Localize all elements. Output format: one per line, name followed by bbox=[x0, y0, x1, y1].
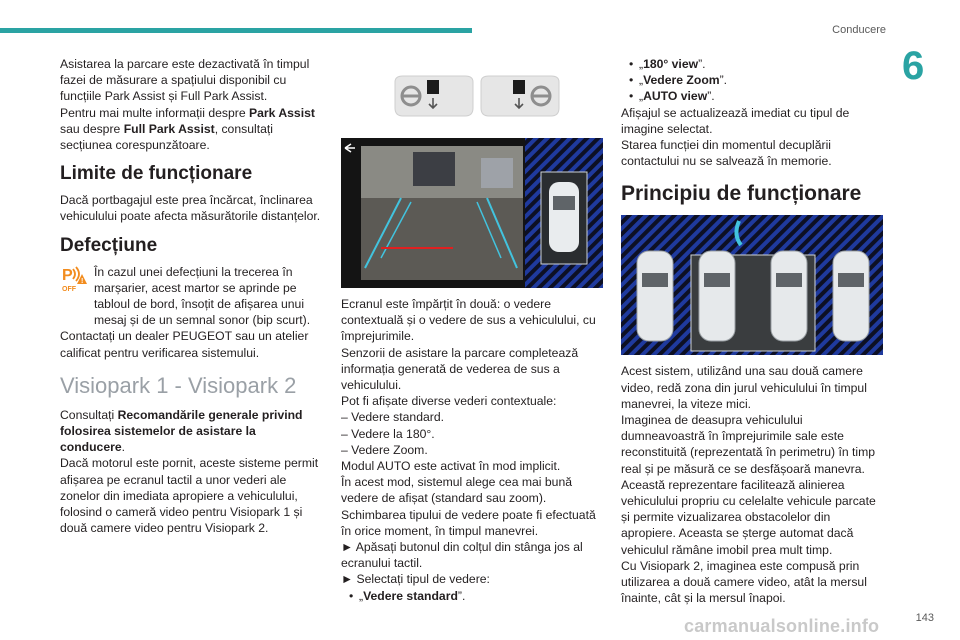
paragraph: Senzorii de asistare la parcare completează informația generată de vederea de sus a vehiculului. bbox=[341, 345, 579, 393]
paragraph: Acest sistem, utilizând una sau două camere video, redă zona din jurul vehiculului în timpul manevrei, la viteze mici. bbox=[621, 364, 867, 411]
watermark: carmanualsonline.info bbox=[684, 616, 880, 636]
paragraph: Modul AUTO este activat în mod implicit. bbox=[341, 459, 561, 474]
heading-principle: Principiu de funcționare bbox=[621, 182, 862, 206]
view-type-list-continued bbox=[621, 56, 883, 105]
svg-text:P: P bbox=[62, 266, 73, 284]
paragraph: Dacă portbagajul este prea încărcat, înclinarea vehiculului poate afecta măsurătorile distanțelor. bbox=[60, 193, 321, 224]
heading-limits: Limite de funcționare bbox=[60, 163, 253, 185]
paragraph: Schimbarea tipului de vedere poate fi efectuată în orice moment, în timpul manevrei. bbox=[341, 507, 596, 538]
view-mode-left-icon bbox=[391, 74, 477, 118]
paragraph: Asistarea la parcare este dezactivată în timpul fazei de măsurare a spațiului disponibil cu funcțiile Park Assist și Full Park Assist. bbox=[60, 57, 310, 104]
list-item: • „180° view”. bbox=[629, 56, 883, 72]
defect-block bbox=[60, 264, 322, 329]
paragraph: Cu Visiopark 2, imaginea este compusă prin utilizarea a două camere video, atât la mersul înainte, cât și la mersul înapoi. bbox=[621, 558, 867, 606]
paragraph: tabloul de bord, însoțit de afișarea unui mesaj și de un semnal sonor (bip scurt). bbox=[94, 297, 311, 328]
rear-camera-screen-image bbox=[341, 138, 603, 288]
list-item: • „AUTO view”. bbox=[629, 88, 883, 104]
column-1 bbox=[60, 56, 322, 536]
list-item: – Vedere la 180°. bbox=[341, 426, 435, 441]
view-mode-right-icon bbox=[477, 74, 563, 118]
paragraph: Dacă motorul este pornit, aceste sisteme permit afișarea pe ecranul tactil a unor vederi ale zonelor din imediata apropiere a vehiculului, folosind o cameră video pentru Visiopark 1 și două camere video pentru Visiopark 2. bbox=[60, 456, 319, 536]
paragraph: Ecranul este împărțit în două: o vedere contextuală și o vedere de sus a vehiculului, cu împrejurimile. bbox=[341, 297, 596, 344]
paragraph: Starea funcției din momentul decuplării contactului nu se salvează în memorie. bbox=[621, 138, 832, 169]
column-3 bbox=[621, 56, 883, 606]
chapter-number: 6 bbox=[902, 44, 925, 88]
list-item: – Vedere Zoom. bbox=[341, 442, 428, 457]
paragraph: Pentru mai multe informații despre Park Assist sau despre Full Park Assist, consultați secțiunea corespunzătoare. bbox=[60, 105, 315, 153]
paragraph: În acest mod, sistemul alege cea mai bună vedere de afișat (standard sau zoom). bbox=[341, 475, 573, 506]
list-item: • „Vedere Zoom”. bbox=[629, 72, 883, 88]
svg-text:!: ! bbox=[81, 277, 84, 285]
paragraph: ► Apăsați butonul din colțul din stânga jos al ecranului tactil. bbox=[341, 540, 583, 571]
paragraph: Această reprezentare facilitează alinierea vehiculului propriu cu celelalte vehicule parcate și permite vizualizarea obstacolelor din apropiere. Aceasta se șterge automat dacă vehiculul rămâne imobil prea mult timp. bbox=[621, 477, 876, 557]
paragraph: ► Selectați tipul de vedere: bbox=[341, 572, 490, 587]
header-accent-bar bbox=[0, 28, 472, 33]
top-view-camera-image bbox=[621, 215, 883, 355]
svg-text:OFF: OFF bbox=[62, 285, 76, 293]
paragraph: În cazul unei defecțiuni la trecerea în marșarier, acest martor se aprinde pe bbox=[94, 264, 297, 295]
park-assist-warning-icon bbox=[60, 264, 90, 294]
paragraph: Afișajul se actualizează imediat cu tipul de imagine selectat. bbox=[621, 105, 850, 136]
column-2 bbox=[341, 56, 603, 604]
page-number: 143 bbox=[915, 612, 934, 624]
list-item: • „Vedere standard”. bbox=[349, 588, 603, 604]
view-mode-icons bbox=[341, 74, 603, 126]
list-item: – Vedere standard. bbox=[341, 410, 444, 425]
section-name: Conducere bbox=[832, 24, 886, 36]
paragraph: Pot fi afișate diverse vederi contextuale: bbox=[341, 394, 557, 409]
heading-defect: Defecțiune bbox=[60, 234, 158, 256]
heading-visiopark: Visiopark 1 - Visiopark 2 bbox=[60, 372, 297, 398]
view-type-list bbox=[341, 588, 603, 604]
paragraph: Imaginea de deasupra vehiculului dumneavoastră în împrejurimile sale este reconstituită (reprezentată în perimetru) în timp real și pe măsură ce se desfășoară manevra. bbox=[621, 413, 876, 476]
paragraph: Consultați Recomandările generale privind folosirea sistemelor de asistare la conducere. bbox=[60, 407, 303, 455]
paragraph: Contactați un dealer PEUGEOT sau un atelier calificat pentru verificarea sistemului. bbox=[60, 329, 309, 360]
